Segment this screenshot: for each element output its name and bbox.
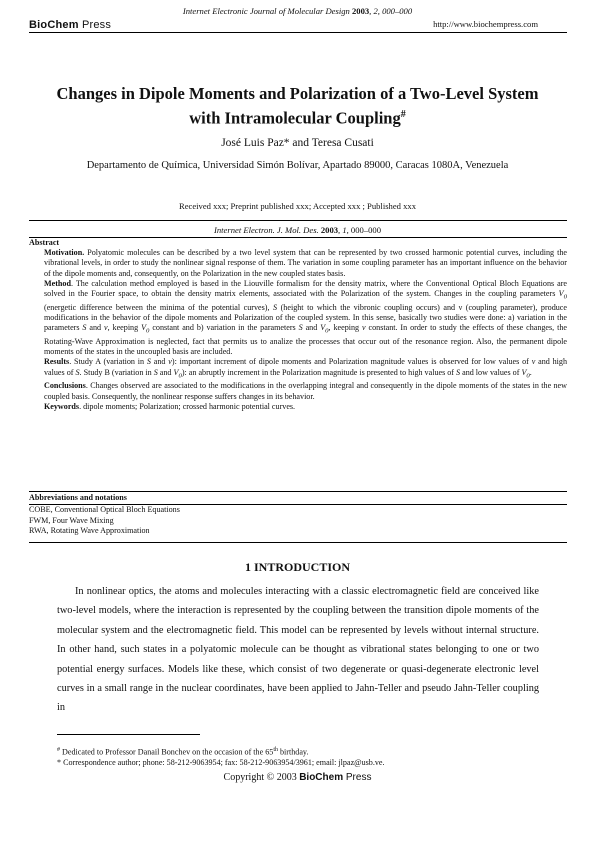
paper-authors: José Luis Paz* and Teresa Cusati: [221, 137, 374, 149]
abstract-method: Method. The calculation method employed is based in the Liouville formalism for the density matrix, where the Conventional Optical Bloch Equations are solved in the Fourier space, to obtain the density matrix elements, associated with the Polarization of the system. Changes in the coupling parameters $V_0$ (energetic difference between the minima of the potential curves), S (height to which the vibronic coupling occurs) and ν (coupling parameter), produce modifications in the behavior of the dipole moments and Polarization of the coupled system. In this sense, basically two studies were done: a) variation in the parameters S and ν, keeping $V_0$ constant and b) variation in the parameters S and $V_0$, keeping ν constant. In order to study the effects of these changes, the Rotating-Wave Approximation is neglected, fact that permits us to analize the processes that occur out of the resonance region. Also, the permanent dipole moments of the states in the uncoupled basis are included.: [44, 278, 567, 357]
abbreviations-block: [29, 493, 567, 537]
publisher-url-link[interactable]: http://www.biochempress.com: [433, 19, 538, 29]
abbreviation-item: COBE, Conventional Optical Bloch Equations: [29, 505, 180, 515]
journal-running-head: Internet Electronic Journal of Molecular Design 2003, 2, 000–000: [182, 6, 413, 16]
journal-year: 2003: [351, 6, 370, 16]
footnote-correspondence: * Correspondence author; phone: 58-212-9063954; fax: 58-212-9063954/3961; email: jlpaz@usb.ve.: [57, 758, 385, 768]
citation-top-rule: [29, 220, 567, 221]
abbreviation-item: FWM, Four Wave Mixing: [29, 515, 114, 525]
footer-brand: BioChem Press: [299, 772, 372, 783]
footnotes: [57, 745, 539, 769]
paper-dates: Received xxx; Preprint published xxx; Accepted xxx ; Published xxx: [178, 201, 416, 211]
abstract-conclusions: Conclusions. Changes observed are associated to the modifications in the overlapping integral and consequently in the dipole moments of the states in the new coupled basis. Consequently, the nonlinear response suffers changes in its behavior.: [44, 381, 567, 401]
abbreviations-bottom-rule: [29, 542, 567, 543]
abbreviations-heading-rule: [29, 504, 567, 505]
publisher-logo: BioChem Press: [29, 19, 112, 31]
abstract-block: [29, 238, 567, 412]
abstract-keywords: Keywords. dipole moments; Polarization; crossed harmonic potential curves.: [44, 401, 296, 411]
footnote-dedication: # Dedicated to Professor Danail Bonchev on the occasion of the 65th birthday.: [57, 747, 309, 757]
paper-title: Changes in Dipole Moments and Polarization of a Two-Level System with Intramolecular Coupling#: [56, 84, 539, 128]
copyright-footer: Copyright © 2003 BioChem Press: [223, 772, 372, 783]
abbreviations-heading: Abbreviations and notations: [29, 493, 127, 502]
abstract-heading: Abstract: [29, 238, 60, 247]
header-divider: [29, 32, 567, 33]
paper-affiliation: Departamento de Química, Universidad Simón Bolívar, Apartado 89000, Caracas 1080A, Venezuela: [86, 160, 509, 171]
abstract-motivation: Motivation. Polyatomic molecules can be described by a two level system that can be represented by two crossed harmonic potential curves, including the vibrational levels, in order to study the nonlinear signal response of them. The variation in some coupling parameter has an important influence on the behavior of the dipole moments and, consequently, on the Polarization in the new coupled states basis.: [44, 248, 567, 278]
abstract-results: Results. Study A (variation in S and ν): important increment of dipole moments and Polarization magnitude values is observed for low values of ν and high values of S. Study B (variation in S and $V_0$): an abruptly increment in the Polarization magnitude is presented to high values of S and low values of $V_0$.: [44, 357, 567, 380]
abstract-bottom-rule: [29, 491, 567, 492]
abbreviation-item: RWA, Rotating Wave Approximation: [29, 526, 150, 536]
section-heading: 1 INTRODUCTION: [244, 560, 350, 574]
footnote-divider: [57, 734, 200, 735]
intro-paragraph: In nonlinear optics, the atoms and molecules interacting with a classic electromagnetic field are conceived like two-level models, where the interaction is represented by the coupling between the transition dipole moments of the molecular system and the electromagnetic field. This model can be represented by levels without internal structure. In other hand, such states in a polyatomic molecule can be thought as vibrational states belonging to one or two potential energy surfaces. Models like these, which consist of two degenerate or quasi-degenerate electronic level curves in a small range in the nuclear coordinates, have been applied to Jahn-Teller and pseudo Jahn-Teller coupling in: [57, 586, 539, 714]
citation-line: Internet Electron. J. Mol. Des. 2003, 1, 000–000: [214, 225, 381, 235]
